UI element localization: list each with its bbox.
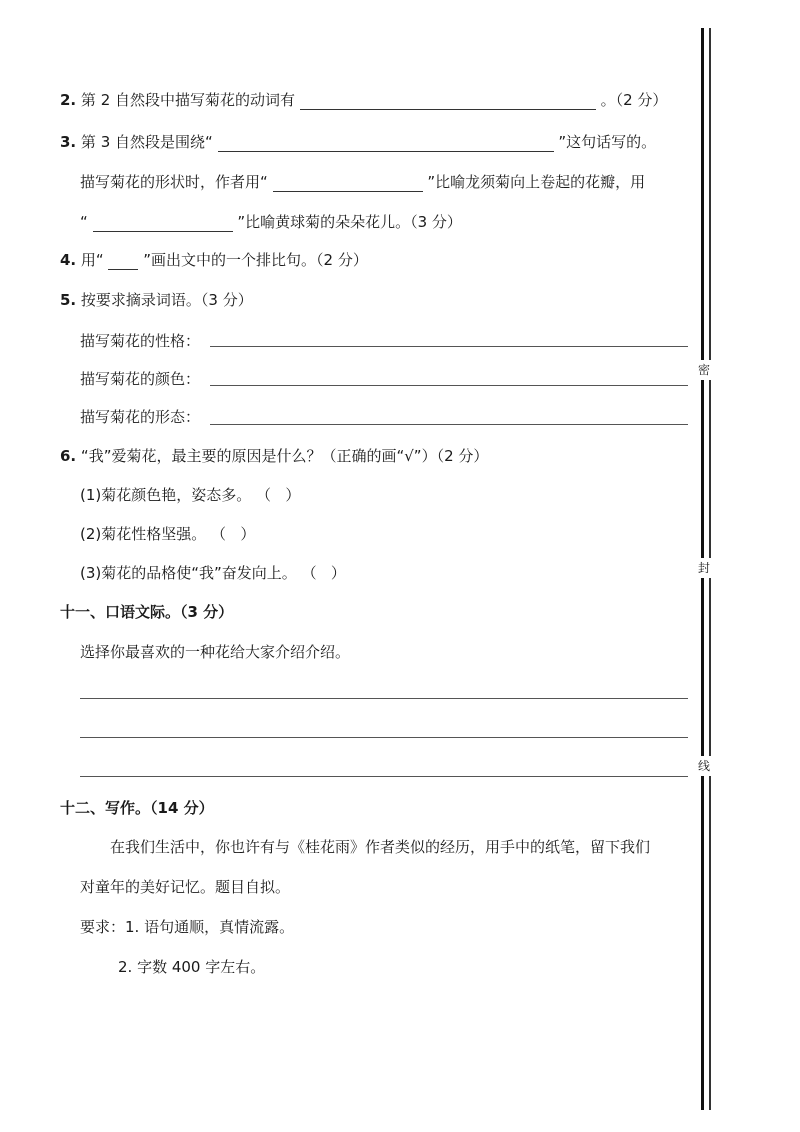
question-text: ”这句话写的。	[558, 133, 657, 151]
answer-line[interactable]	[210, 424, 688, 425]
answer-line[interactable]	[80, 698, 688, 699]
answer-blank[interactable]	[93, 215, 233, 232]
section-12-requirement-2: 2. 字数 400 字左右。	[118, 958, 266, 976]
item-label: 描写菊花的形态：	[80, 408, 201, 426]
binding-mark-feng: 封	[694, 558, 714, 578]
question-text: “	[80, 213, 88, 231]
section-12-requirement-1: 要求：1. 语句通顺，真情流露。	[80, 918, 295, 936]
question-3-line-1	[60, 132, 656, 152]
question-text: 第 2 自然段中描写菊花的动词有	[80, 91, 296, 109]
question-2	[60, 90, 667, 110]
question-text: “我”爱菊花，最主要的原因是什么？（正确的画“√”）（2 分）	[80, 447, 489, 465]
answer-line[interactable]	[210, 346, 688, 347]
item-label: 描写菊花的性格：	[80, 332, 201, 350]
question-number: 6.	[60, 447, 77, 465]
question-text: 按要求摘录词语。（3 分）	[80, 291, 253, 309]
question-text: ”比喻龙须菊向上卷起的花瓣，用	[427, 173, 646, 191]
question-score: 。（2 分）	[600, 91, 668, 109]
option-text: (3)菊花的品格使“我”奋发向上。	[80, 564, 297, 582]
question-number: 5.	[60, 291, 77, 309]
q6-option-1	[80, 485, 301, 505]
q5-item-personality	[80, 331, 200, 351]
question-text: 第 3 自然段是围绕“	[80, 133, 213, 151]
section-11-title: 十一、口语文际。（3 分）	[60, 603, 234, 621]
q5-item-color	[80, 369, 200, 389]
answer-blank[interactable]	[218, 135, 554, 152]
section-11-prompt: 选择你最喜欢的一种花给大家介绍介绍。	[80, 643, 351, 661]
question-text: 描写菊花的形状时，作者用“	[80, 173, 268, 191]
question-text: 用“	[80, 251, 104, 269]
q6-option-2	[80, 524, 256, 544]
answer-blank[interactable]	[300, 93, 596, 110]
section-12-title: 十二、写作。（14 分）	[60, 799, 214, 817]
question-text: ”画出文中的一个排比句。（2 分）	[143, 251, 368, 269]
section-12-paragraph-2: 对童年的美好记忆。题目自拟。	[80, 878, 291, 896]
option-text: (1)菊花颜色艳，姿态多。	[80, 486, 252, 504]
underline-sample	[108, 253, 138, 270]
binding-mark-mi: 密	[694, 360, 714, 380]
q6-option-3	[80, 563, 346, 583]
question-5	[60, 290, 253, 310]
option-text: (2)菊花性格坚强。	[80, 525, 207, 543]
binding-mark-xian: 线	[694, 756, 714, 776]
answer-paren[interactable]: （ ）	[301, 564, 346, 582]
question-number: 2.	[60, 91, 77, 109]
question-number: 4.	[60, 251, 77, 269]
answer-blank[interactable]	[273, 175, 423, 192]
section-12-paragraph-1: 在我们生活中，你也许有与《桂花雨》作者类似的经历，用手中的纸笔，留下我们	[110, 838, 651, 856]
item-label: 描写菊花的颜色：	[80, 370, 201, 388]
question-number: 3.	[60, 133, 77, 151]
answer-line[interactable]	[80, 776, 688, 777]
answer-line[interactable]	[80, 737, 688, 738]
q5-item-shape	[80, 407, 200, 427]
answer-line[interactable]	[210, 385, 688, 386]
answer-paren[interactable]: （ ）	[211, 525, 256, 543]
question-4	[60, 250, 368, 270]
question-3-line-3	[80, 212, 462, 232]
question-text: ”比喻黄球菊的朵朵花儿。（3 分）	[237, 213, 462, 231]
answer-paren[interactable]: （ ）	[256, 486, 301, 504]
question-3-line-2	[80, 172, 645, 192]
question-6	[60, 446, 488, 466]
